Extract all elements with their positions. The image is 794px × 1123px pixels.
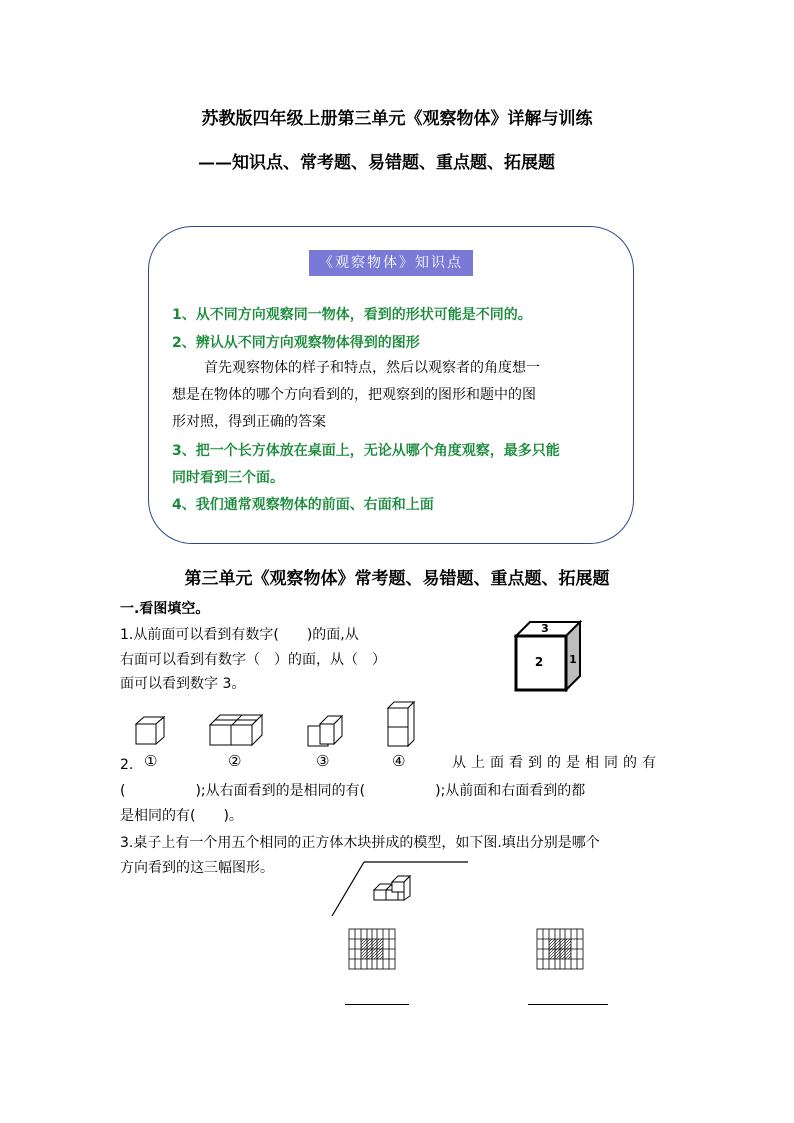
knowledge-box-header: 《观察物体》知识点 (309, 250, 473, 276)
cube-right-number: 1 (569, 653, 577, 666)
knowledge-paragraph-line-1: 首先观察物体的样子和特点，然后以观察者的角度想一 (204, 360, 540, 376)
knowledge-paragraph-line-3: 形对照，得到正确的答案 (172, 414, 326, 430)
numbered-cube-figure (510, 616, 586, 694)
question-3-line-2: 方向看到的这三幅图形。 (120, 860, 274, 876)
question-2-line-3: 是相同的有( )。 (120, 808, 243, 824)
figure-marker-4: ④ (392, 752, 406, 770)
knowledge-point-3-line-2: 同时看到三个面。 (172, 470, 284, 486)
cube-front-number: 2 (534, 655, 544, 669)
knowledge-point-3-line-1: 3、把一个长方体放在桌面上，无论从哪个角度观察，最多只能 (172, 443, 560, 459)
cube-top-number: 3 (541, 622, 549, 635)
question-1-line-3: 面可以看到数字 3。 (120, 676, 246, 692)
knowledge-point-2: 2、辨认从不同方向观察物体得到的图形 (172, 335, 420, 351)
view-grid-2 (536, 928, 584, 970)
part1-heading: 一.看图填空。 (120, 601, 210, 617)
figure-marker-1: ① (144, 752, 158, 770)
answer-line-2[interactable] (528, 1004, 608, 1005)
figure-1-single-cube (134, 714, 166, 746)
view-grid-1 (348, 928, 396, 970)
figure-marker-3: ③ (316, 752, 330, 770)
knowledge-point-1: 1、从不同方向观察同一物体，看到的形状可能是不同的。 (172, 307, 532, 323)
knowledge-paragraph-line-2: 想是在物体的哪个方向看到的，把观察到的图形和题中的图 (172, 387, 536, 403)
answer-line-1[interactable] (345, 1004, 409, 1005)
document-subtitle: ——知识点、常考题、易错题、重点题、拓展题 (198, 153, 555, 173)
figure-2-cube-group (208, 711, 264, 747)
figure-3-cube-group (306, 712, 346, 748)
figure-marker-2: ② (228, 752, 242, 770)
question-2-line-2: ( );从右面看到的是相同的有( );从前面和右面看到的都 (120, 783, 586, 799)
knowledge-point-4: 4、我们通常观察物体的前面、右面和上面 (172, 497, 434, 513)
question-2-tail: 从上面看到的是相同的有 (452, 755, 661, 771)
question-1-line-2: 右面可以看到有数字（ ）的面，从（ ） (120, 652, 386, 668)
question-3-line-1: 3.桌子上有一个用五个相同的正方体木块拼成的模型，如下图.填出分别是哪个 (120, 835, 600, 851)
table-with-model-figure (330, 858, 472, 920)
question-1-line-1: 1.从前面可以看到有数字( )的面,从 (120, 627, 359, 643)
document-title: 苏教版四年级上册第三单元《观察物体》详解与训练 (201, 109, 593, 129)
section-title: 第三单元《观察物体》常考题、易错题、重点题、拓展题 (184, 569, 610, 589)
question-2-number: 2. (120, 757, 134, 773)
figure-4-stacked-cubes (386, 700, 416, 748)
